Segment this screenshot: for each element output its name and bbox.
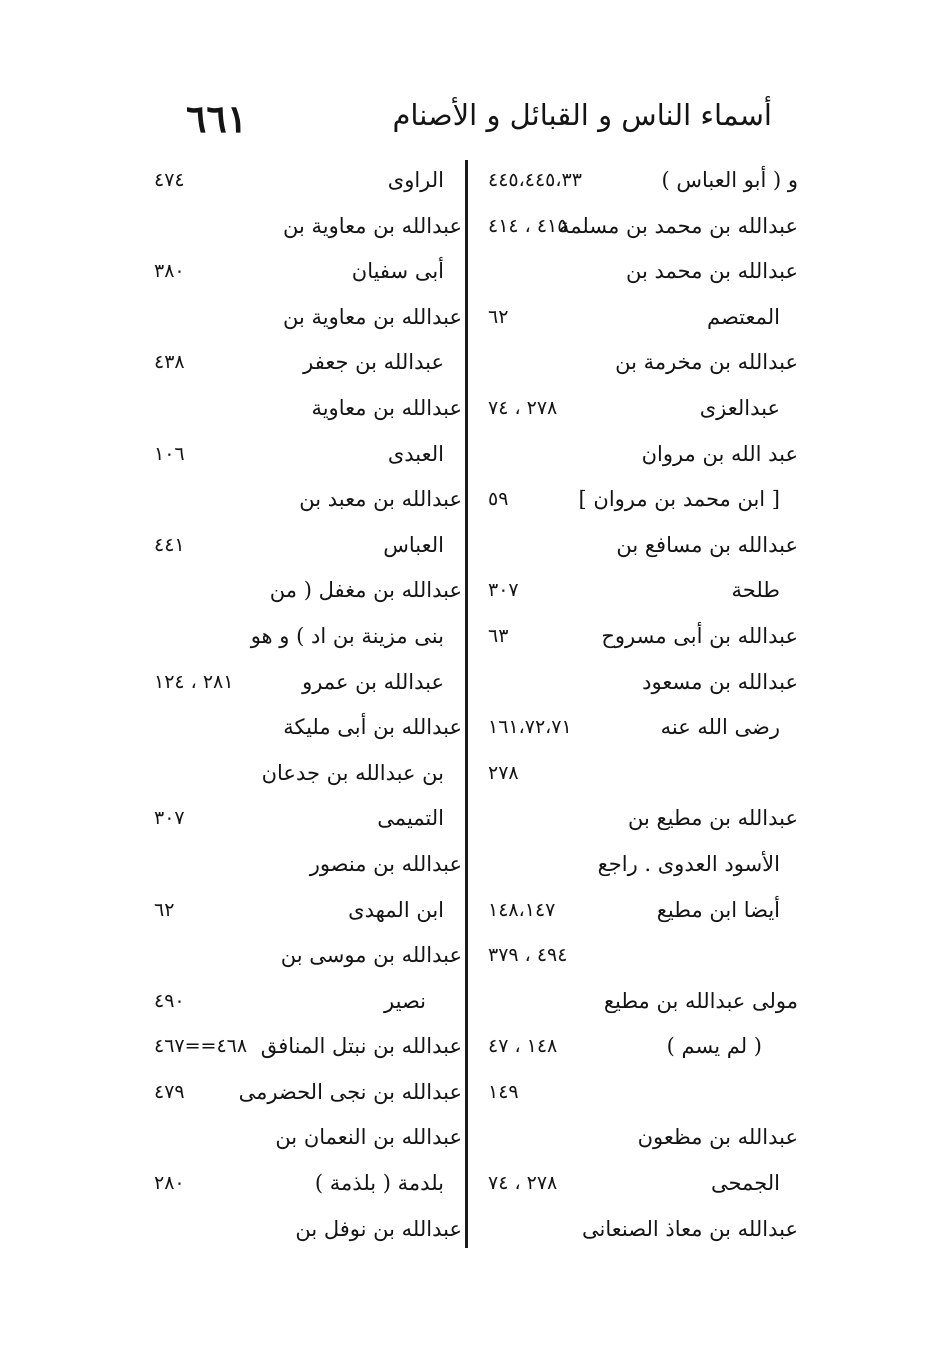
index-entry [480,660,798,706]
entry-pages: ٢٧٨ [488,761,519,784]
entry-name: عبدالله بن جعفر [303,350,444,375]
entry-name: عبدالله بن مظعون [637,1125,798,1150]
entry-name: عبدالعزى [699,395,780,420]
index-entry [140,1024,462,1070]
entry-name: عبد الله بن مروان [641,441,798,466]
index-entry [480,523,798,569]
entry-pages: ٤١٥ ، ٤١٤ [488,214,568,237]
entry-pages: ٦٢ [488,305,509,328]
entry-name: مولى عبدالله بن مطيع [603,988,798,1013]
entry-pages: ١٤٩ [488,1080,519,1103]
entry-name: ( لم يسم ) [666,1034,762,1059]
index-entry [480,386,798,432]
entry-name: التميمى [377,806,444,831]
entry-name: و ( أبو العباس ) [661,168,798,192]
entry-name: عبدالله بن نوفل بن [295,1216,462,1241]
entry-name: بلدمة ( بلذمة ) [314,1171,444,1196]
entry-name: عبدالله بن مطيع بن [627,806,798,831]
entry-name: عبدالله بن معبد بن [299,487,462,512]
entry-pages: ٤٣٨ [154,351,185,374]
entry-pages: ٤٧٤ [154,169,185,191]
entry-name: عبدالله بن موسى بن [280,943,462,968]
index-entry [480,340,798,386]
index-entry [140,523,462,569]
entry-name: العبدى [387,441,444,466]
entry-name: عبدالله بن محمد بن مسلمة [559,213,798,238]
index-entry [480,158,798,204]
index-entry [140,751,462,797]
index-entry [140,888,462,934]
index-entry [480,1070,798,1116]
entry-pages: ٤٧٩ [154,1080,185,1103]
entry-name: عبدالله بن مخرمة بن [615,350,798,375]
entry-name: عبدالله بن معاذ الصنعانى [582,1216,798,1241]
index-entry [480,888,798,934]
index-entry [140,158,462,204]
entry-name: عبدالله بن مسعود [642,669,798,694]
entry-name: نصير [384,988,426,1013]
entry-name: العباس [383,532,444,557]
entry-pages: ٤٦٨==٤٦٧ [154,1035,248,1058]
entry-name: عبدالله بن مغفل ( من [269,578,462,603]
entry-pages: ٢٨١ ، ١٢٤ [154,670,234,693]
index-entry [140,204,462,250]
index-entry [140,295,462,341]
entry-pages: ٣٠٧ [154,807,185,830]
entry-name: أبى سفيان [351,259,444,284]
entry-name: عبدالله بن منصور [309,851,462,876]
entry-name: [ ابن محمد بن مروان ] [578,487,780,512]
entry-pages: ١٤٨،١٤٧ [488,898,556,921]
column-divider [465,160,468,1248]
entry-pages: ٦٢ [154,898,175,921]
index-entry [480,477,798,523]
entry-pages: ١٠٦ [154,442,185,465]
entry-name: عبدالله بن نجى الحضرمى [238,1079,462,1104]
index-entry [140,979,462,1025]
entry-name: ابن المهدى [348,897,444,922]
index-entry [480,568,798,614]
entry-pages: ١٦١،٧٢،٧١ [488,716,572,739]
entry-name: عبدالله بن عمرو [302,669,444,694]
index-entry [480,979,798,1025]
index-entry [480,1115,798,1161]
index-entry [140,660,462,706]
entry-name: عبدالله بن مسافع بن [616,532,798,557]
index-entry [480,842,798,888]
entry-name: بن عبدالله بن جدعان [261,760,444,785]
index-entry [480,249,798,295]
entry-name: عبدالله بن نبتل المنافق [260,1034,462,1059]
entry-name: عبدالله بن أبى مليكة [283,715,462,740]
index-entry [140,477,462,523]
index-entry [140,340,462,386]
index-entry [480,1161,798,1207]
page-number: ٦٦١ [186,96,248,141]
entry-name: بنى مزينة بن اد ) و هو [250,623,444,648]
entry-pages: ٤٩٠ [154,989,185,1012]
entry-name: عبدالله بن أبى مسروح [601,623,798,648]
entry-pages: ٢٧٨ ، ٧٤ [488,396,558,419]
index-entry [140,614,462,660]
index-entry [140,705,462,751]
index-column-left [140,158,462,1252]
entry-pages: ٦٣ [488,624,509,647]
entry-pages: ٤٩٤ ، ٣٧٩ [488,944,568,967]
index-entry [140,796,462,842]
index-entry [480,1024,798,1070]
index-entry [140,1115,462,1161]
index-entry [480,204,798,250]
index-entry [480,1207,798,1253]
entry-name: الجمحى [711,1171,780,1196]
index-entry [480,933,798,979]
index-entry [140,568,462,614]
index-entry [140,386,462,432]
entry-name: عبدالله بن محمد بن [626,259,798,284]
entry-name: عبدالله بن معاوية [311,395,462,420]
index-column-right [480,158,798,1252]
entry-name: عبدالله بن النعمان بن [275,1125,462,1150]
entry-name: الأسود العدوى . راجع [597,851,780,876]
entry-pages: ٤٤٥،٤٤٥،٣٣ [488,169,582,191]
index-entry [480,295,798,341]
entry-name: الراوى [387,168,444,192]
entry-pages: ٢٨٠ [154,1172,185,1195]
running-title: أسماء الناس و القبائل و الأصنام [392,98,772,132]
index-entry [140,1161,462,1207]
index-entry [480,614,798,660]
index-entry [140,249,462,295]
entry-name: رضى الله عنه [660,715,780,740]
entry-name: أيضا ابن مطيع [656,897,780,922]
index-entry [480,796,798,842]
entry-name: عبدالله بن معاوية بن [282,213,462,238]
index-entry [480,705,798,751]
index-entry [140,933,462,979]
entry-name: المعتصم [706,304,780,329]
index-entry [140,842,462,888]
entry-pages: ١٤٨ ، ٤٧ [488,1035,558,1058]
index-entry [480,751,798,797]
index-entry [480,432,798,478]
index-entry [140,1207,462,1253]
entry-name: عبدالله بن معاوية بن [282,304,462,329]
index-entry [140,1070,462,1116]
entry-pages: ٣٠٧ [488,579,519,602]
entry-pages: ٤٤١ [154,533,185,556]
entry-pages: ٣٨٠ [154,260,185,283]
entry-pages: ٢٧٨ ، ٧٤ [488,1172,558,1195]
entry-pages: ٥٩ [488,488,509,511]
index-entry [140,432,462,478]
entry-name: طلحة [731,578,780,603]
